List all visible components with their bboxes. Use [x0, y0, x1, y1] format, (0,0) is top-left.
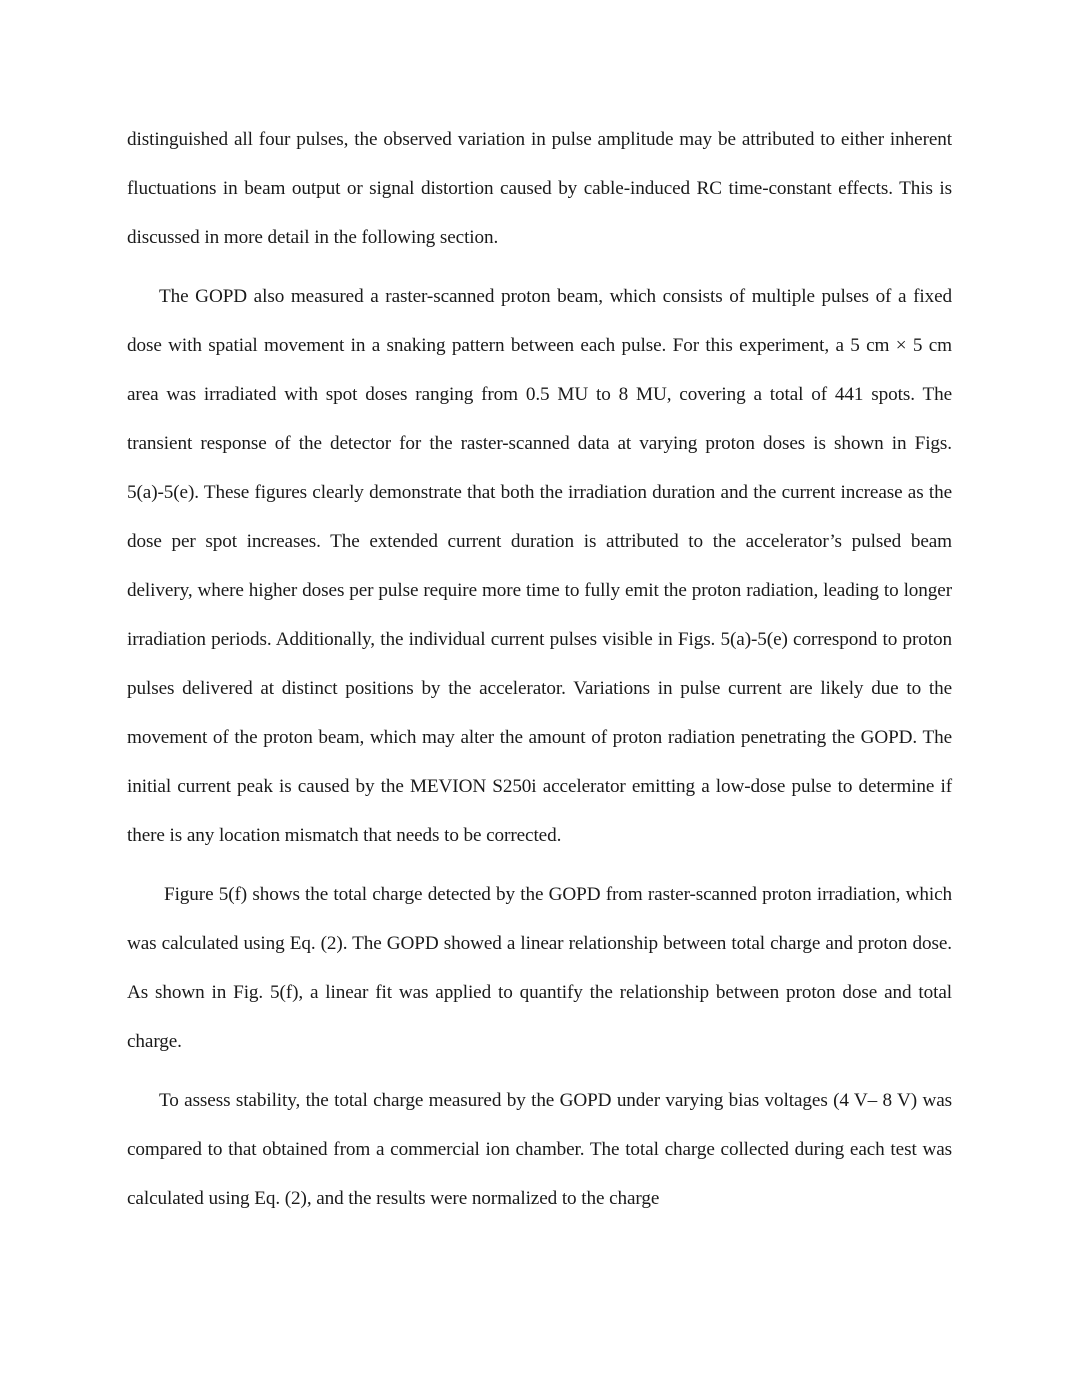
paragraph-total-charge: Figure 5(f) shows the total charge detected by the GOPD from raster-scanned proton irradiation, which was calculated using Eq. (2). The GOPD showed a linear relationship between total charge and proton dose. As shown in Fig. 5(f), a linear fit was applied to quantify the relationship between proton dose and total charge.: [127, 884, 952, 1052]
document-page: [127, 115, 952, 1233]
paragraph-stability: To assess stability, the total charge measured by the GOPD under varying bias voltages (4 V– 8 V) was compared to that obtained from a commercial ion chamber. The total charge collected during each test was calculated using Eq. (2), and the results were normalized to the charge: [127, 1090, 952, 1209]
paragraph-continuation: distinguished all four pulses, the observed variation in pulse amplitude may be attributed to either inherent fluctuations in beam output or signal distortion caused by cable-induced RC time-constant effects. This is discussed in more detail in the following section.: [127, 129, 952, 248]
paragraph-raster-scanned-beam: The GOPD also measured a raster-scanned proton beam, which consists of multiple pulses of a fixed dose with spatial movement in a snaking pattern between each pulse. For this experiment, a 5 cm × 5 cm area was irradiated with spot doses ranging from 0.5 MU to 8 MU, covering a total of 441 spots. The transient response of the detector for the raster-scanned data at varying proton doses is shown in Figs. 5(a)-5(e). These figures clearly demonstrate that both the irradiation duration and the current increase as the dose per spot increases. The extended current duration is attributed to the accelerator’s pulsed beam delivery, where higher doses per pulse require more time to fully emit the proton radiation, leading to longer irradiation periods. Additionally, the individual current pulses visible in Figs. 5(a)-5(e) correspond to proton pulses delivered at distinct positions by the accelerator. Variations in pulse current are likely due to the movement of the proton beam, which may alter the amount of proton radiation penetrating the GOPD. The initial current peak is caused by the MEVION S250i accelerator emitting a low-dose pulse to determine if there is any location mismatch that needs to be corrected.: [127, 286, 952, 846]
